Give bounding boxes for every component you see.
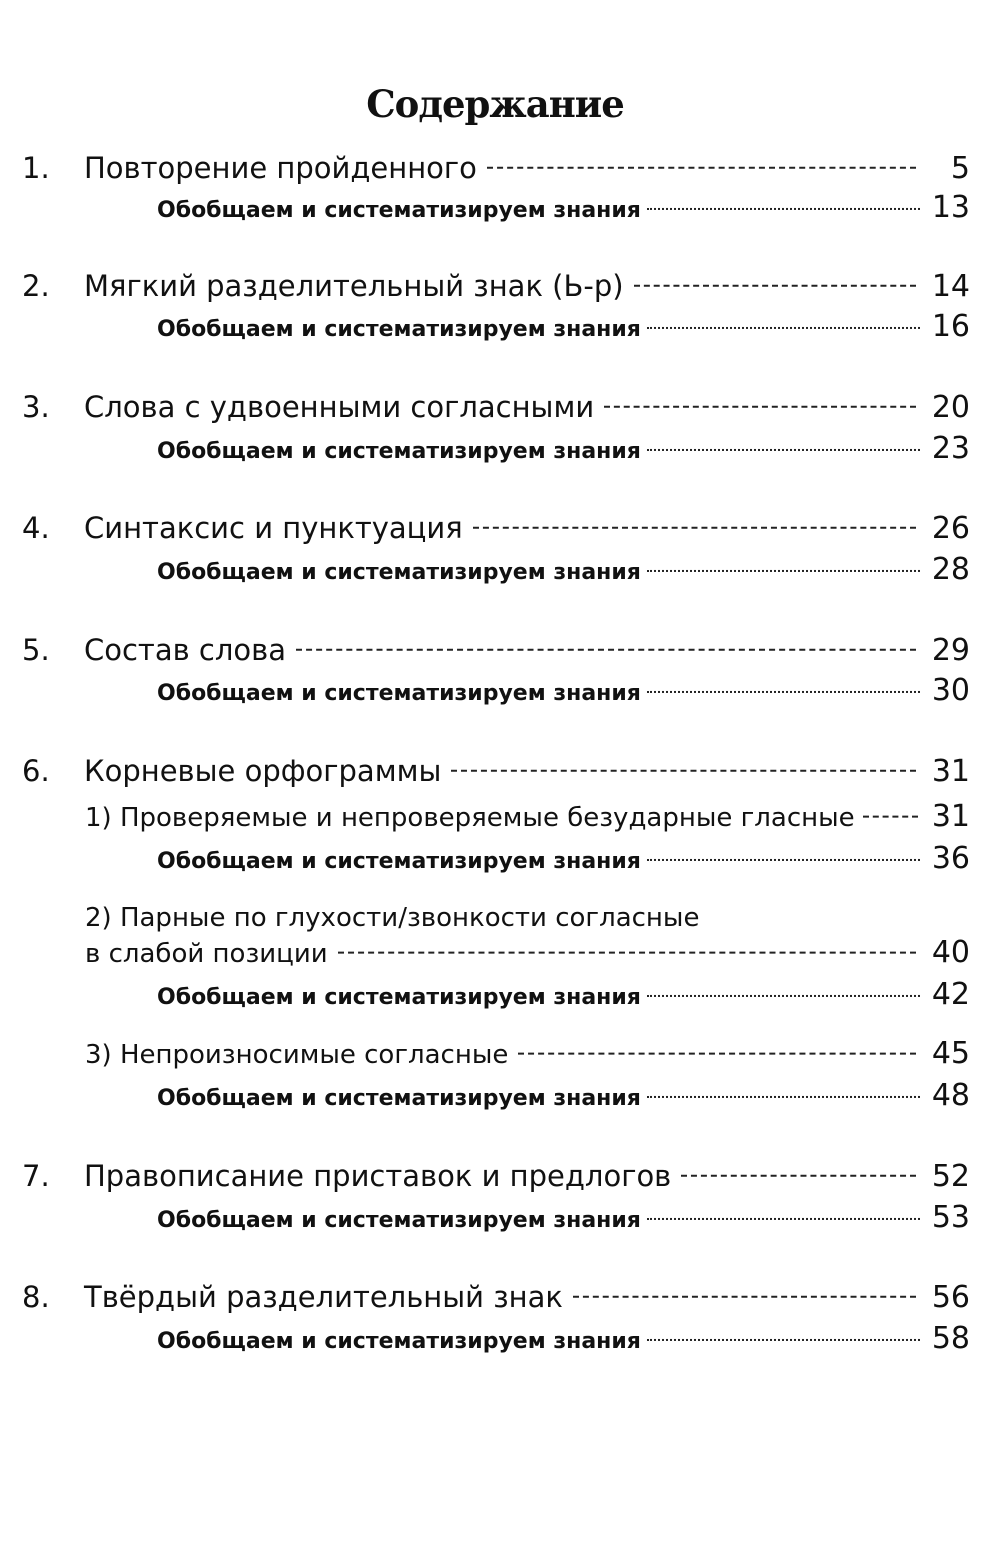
section-title: Слова с удвоенными согласными — [84, 390, 595, 424]
page-number: 14 — [931, 269, 970, 304]
subsection-title-line2: в слабой позиции — [85, 939, 328, 969]
section-number: 6. — [22, 754, 50, 788]
dash-leader — [647, 570, 920, 572]
toc-entry-4[interactable] — [0, 506, 1000, 550]
toc-generalize-6-3[interactable] — [0, 1076, 1000, 1120]
subsection-title-line1[interactable]: 2) Парные по глухости/звонкости согласные — [85, 903, 700, 933]
page-number: 31 — [931, 754, 970, 789]
dash-leader — [647, 327, 920, 329]
page-number: 16 — [931, 309, 970, 344]
dash-leader — [634, 285, 916, 287]
toc-entry-8[interactable] — [0, 1275, 1000, 1319]
generalize-label: Обобщаем и систематизируем знания — [157, 198, 641, 223]
toc-generalize-4[interactable] — [0, 550, 1000, 594]
generalize-label: Обобщаем и систематизируем знания — [157, 1086, 641, 1111]
section-number: 1. — [22, 151, 50, 185]
section-number: 5. — [22, 633, 50, 667]
dash-leader — [647, 1339, 920, 1341]
dash-leader — [863, 816, 918, 818]
toc-generalize-2[interactable] — [0, 307, 1000, 351]
page-number: 28 — [931, 552, 970, 587]
subsection-title: 1) Проверяемые и непроверяемые безударные гласные — [85, 803, 855, 833]
dash-leader — [647, 995, 920, 997]
dash-leader — [487, 167, 916, 169]
toc-generalize-1[interactable] — [0, 188, 1000, 232]
toc-generalize-6-1[interactable] — [0, 839, 1000, 883]
page-number: 36 — [931, 841, 970, 876]
page-number: 20 — [931, 390, 970, 425]
page-number: 29 — [931, 633, 970, 668]
dash-leader — [647, 449, 920, 451]
section-title: Мягкий разделительный знак (Ь-р) — [84, 269, 624, 303]
dash-leader — [647, 691, 920, 693]
toc-subentry-6-1[interactable] — [0, 797, 1000, 841]
dash-leader — [647, 859, 920, 861]
page-title: Содержание — [366, 82, 624, 126]
section-number: 4. — [22, 511, 50, 545]
dash-leader — [296, 649, 916, 651]
page-number: 42 — [931, 977, 970, 1012]
toc-entry-3[interactable] — [0, 385, 1000, 429]
toc-entry-1[interactable] — [0, 146, 1000, 190]
page-number: 40 — [931, 935, 970, 970]
generalize-label: Обобщаем и систематизируем знания — [157, 1329, 641, 1354]
toc-generalize-3[interactable] — [0, 429, 1000, 473]
page-number: 45 — [931, 1036, 970, 1071]
generalize-label: Обобщаем и систематизируем знания — [157, 439, 641, 464]
section-title: Твёрдый разделительный знак — [84, 1280, 563, 1314]
dash-leader — [338, 952, 916, 954]
section-number: 3. — [22, 390, 50, 424]
section-number: 2. — [22, 269, 50, 303]
dash-leader — [451, 770, 916, 772]
section-number: 8. — [22, 1280, 50, 1314]
page-number: 48 — [931, 1078, 970, 1113]
generalize-label: Обобщаем и систематизируем знания — [157, 985, 641, 1010]
generalize-label: Обобщаем и систематизируем знания — [157, 317, 641, 342]
toc-generalize-8[interactable] — [0, 1319, 1000, 1363]
dash-leader — [473, 527, 916, 529]
section-title: Корневые орфограммы — [84, 754, 442, 788]
dash-leader — [573, 1296, 916, 1298]
dash-leader — [647, 208, 920, 210]
section-title: Состав слова — [84, 633, 286, 667]
toc-entry-2[interactable] — [0, 264, 1000, 308]
generalize-label: Обобщаем и систематизируем знания — [157, 560, 641, 585]
dash-leader — [681, 1175, 916, 1177]
dash-leader — [518, 1053, 916, 1055]
section-title: Правописание приставок и предлогов — [84, 1159, 672, 1193]
toc-generalize-6-2[interactable] — [0, 975, 1000, 1019]
page-number: 56 — [931, 1280, 970, 1315]
toc-subentry-6-3[interactable] — [0, 1034, 1000, 1078]
page-number: 26 — [931, 511, 970, 546]
page-number: 58 — [931, 1321, 970, 1356]
generalize-label: Обобщаем и систематизируем знания — [157, 849, 641, 874]
page-number: 31 — [931, 799, 970, 834]
dash-leader — [647, 1096, 920, 1098]
toc-subentry-6-2[interactable] — [0, 933, 1000, 977]
dash-leader — [647, 1218, 920, 1220]
page-number: 5 — [950, 151, 970, 186]
generalize-label: Обобщаем и систематизируем знания — [157, 1208, 641, 1233]
toc-generalize-7[interactable] — [0, 1198, 1000, 1242]
page-number: 23 — [931, 431, 970, 466]
page-number: 52 — [931, 1159, 970, 1194]
page-number: 30 — [931, 673, 970, 708]
section-title: Синтаксис и пунктуация — [84, 511, 463, 545]
generalize-label: Обобщаем и систематизируем знания — [157, 681, 641, 706]
page-number: 53 — [931, 1200, 970, 1235]
toc-entry-6[interactable] — [0, 749, 1000, 793]
section-title: Повторение пройденного — [84, 151, 477, 185]
subsection-title: 3) Непроизносимые согласные — [85, 1040, 509, 1070]
toc-entry-7[interactable] — [0, 1154, 1000, 1198]
section-number: 7. — [22, 1159, 50, 1193]
toc-generalize-5[interactable] — [0, 671, 1000, 715]
dash-leader — [604, 406, 916, 408]
page-number: 13 — [931, 190, 970, 225]
toc-entry-5[interactable] — [0, 628, 1000, 672]
